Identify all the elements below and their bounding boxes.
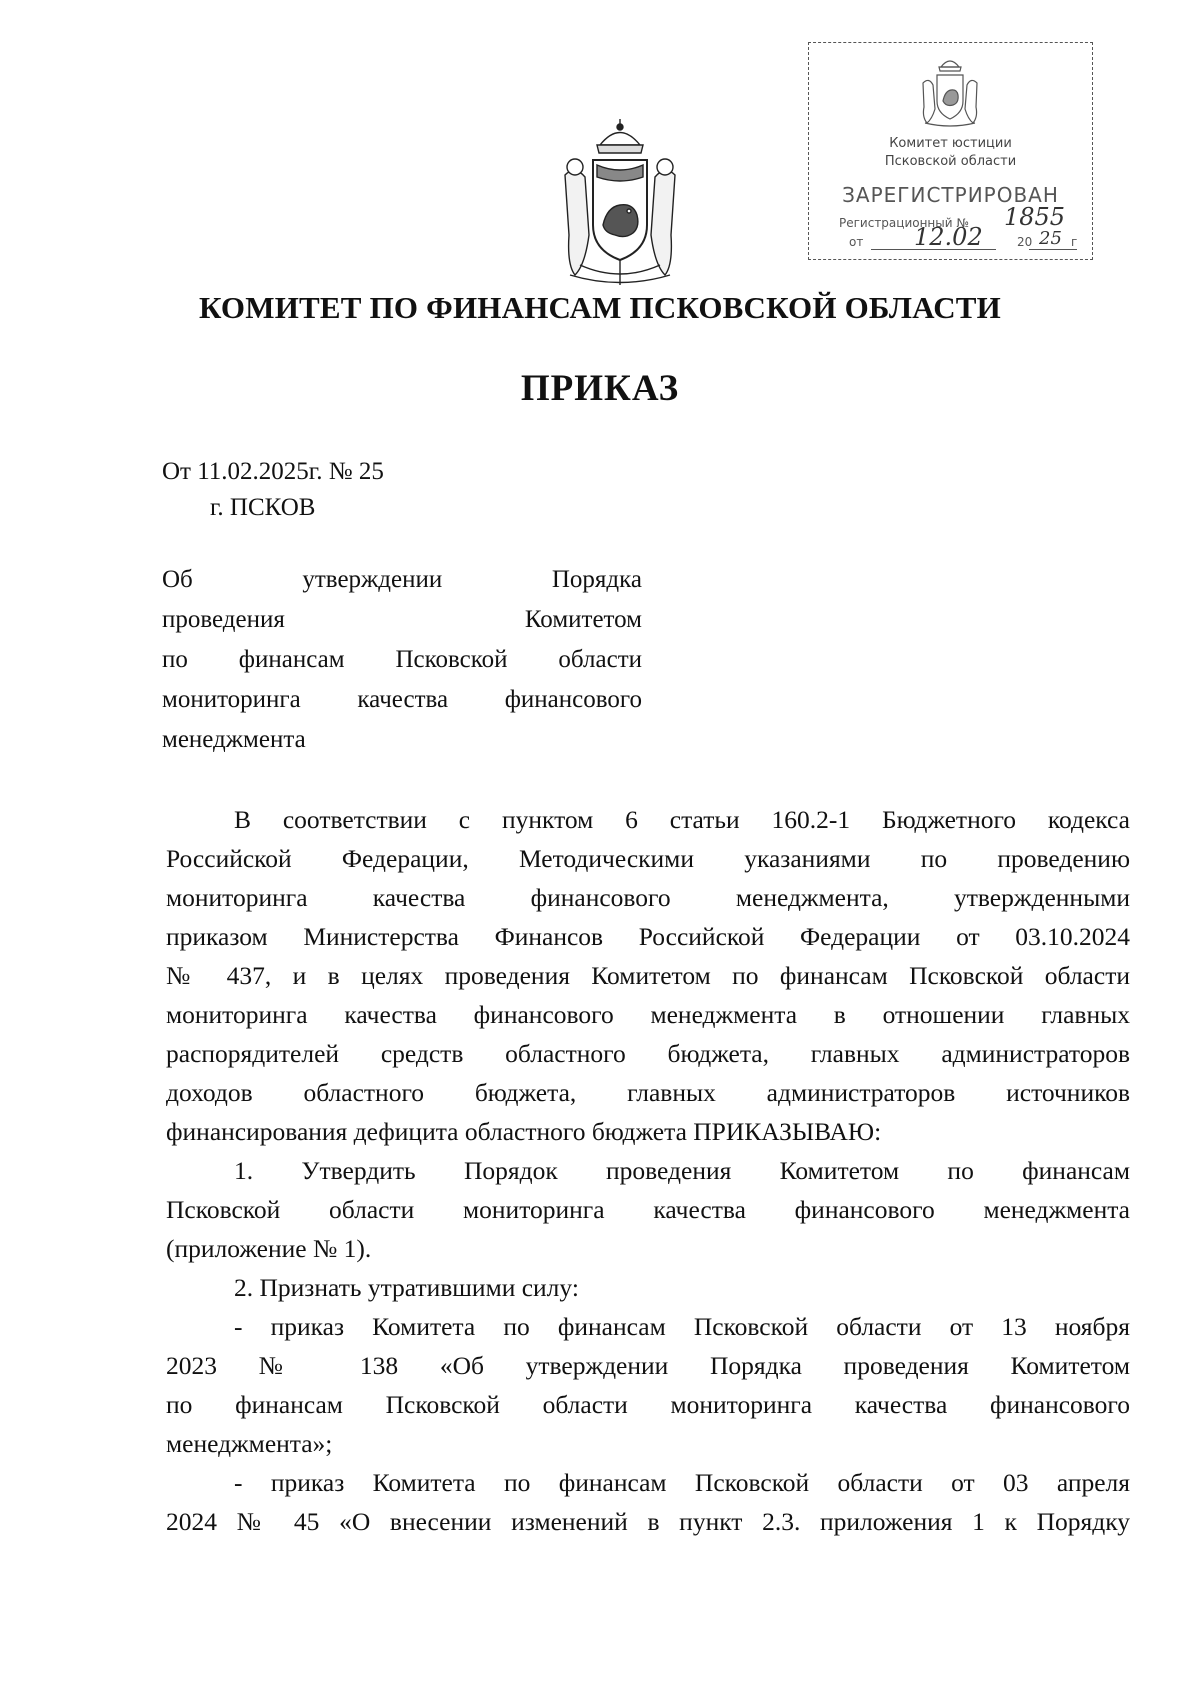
body-line: 2023 № 138 «Об утверждении Порядка проведения Комитетом	[166, 1351, 1130, 1380]
registration-stamp	[808, 42, 1093, 260]
body-line: Псковской области мониторинга качества финансового менеджмента	[166, 1195, 1130, 1224]
stamp-year-value: 25	[1039, 228, 1062, 249]
body-line: 1. Утвердить Порядок проведения Комитетом по финансам	[234, 1156, 1130, 1185]
body-line: доходов областного бюджета, главных администраторов источников	[166, 1078, 1130, 1107]
pskov-coat-of-arms-icon	[545, 115, 695, 290]
body-line: мониторинга качества финансового менеджмента в отношении главных	[166, 1000, 1130, 1029]
subject-line: мониторинга качества финансового	[162, 686, 642, 713]
body-line: - приказ Комитета по финансам Псковской области от 03 апреля	[234, 1468, 1130, 1497]
subject-line: Об утверждении Порядка	[162, 566, 642, 593]
body-line: распорядителей средств областного бюджета, главных администраторов	[166, 1039, 1130, 1068]
document-type: ПРИКАЗ	[520, 368, 680, 409]
stamp-year-suffix: г	[1071, 235, 1078, 249]
document-date-number: От 11.02.2025г. № 25	[162, 458, 384, 485]
stamp-date-value: 12.02	[914, 223, 983, 251]
body-line: приказом Министерства Финансов Российской Федерации от 03.10.2024	[166, 922, 1130, 951]
body-line: 2024 № 45 «О внесении изменений в пункт 2.3. приложения 1 к Порядку	[166, 1507, 1130, 1536]
stamp-reg-number-label: Регистрационный №	[839, 216, 969, 230]
body-line: - приказ Комитета по финансам Псковской области от 13 ноября	[234, 1312, 1130, 1341]
body-line: по финансам Псковской области мониторинга качества финансового	[166, 1390, 1130, 1419]
stamp-org-line-2: Псковской области	[884, 154, 1017, 169]
body-line: финансирования дефицита областного бюджета ПРИКАЗЫВАЮ:	[166, 1117, 882, 1146]
subject-line: проведения Комитетом	[162, 606, 642, 633]
organization-title: КОМИТЕТ ПО ФИНАНСАМ ПСКОВСКОЙ ОБЛАСТИ	[199, 290, 1001, 325]
stamp-year-underline	[1029, 249, 1077, 250]
subject-line: по финансам Псковской области	[162, 646, 642, 673]
body-line: мониторинга качества финансового менеджмента, утвержденными	[166, 883, 1130, 912]
stamp-org-line-1: Комитет юстиции	[889, 136, 1012, 151]
document-city: г. ПСКОВ	[210, 494, 316, 521]
body-line: Российской Федерации, Методическими указаниями по проведению	[166, 844, 1130, 873]
stamp-status: ЗАРЕГИСТРИРОВАН	[842, 183, 1059, 207]
stamp-reg-number: 1855	[1004, 203, 1066, 231]
subject-line: менеджмента	[162, 726, 306, 753]
body-line: В соответствии с пунктом 6 статьи 160.2-1 Бюджетного кодекса	[234, 805, 1130, 834]
body-line: 2. Признать утратившими силу:	[234, 1273, 579, 1302]
stamp-year-prefix: 20	[1017, 235, 1033, 249]
body-line: (приложение № 1).	[166, 1234, 372, 1263]
stamp-coat-of-arms-icon	[915, 53, 985, 128]
document-body	[166, 800, 1130, 1541]
stamp-date-prefix: от	[849, 235, 864, 249]
body-line: менеджмента»;	[166, 1429, 333, 1458]
body-line: № 437, и в целях проведения Комитетом по финансам Псковской области	[166, 961, 1130, 990]
document-subject	[162, 560, 642, 760]
stamp-date-row	[849, 223, 1079, 251]
